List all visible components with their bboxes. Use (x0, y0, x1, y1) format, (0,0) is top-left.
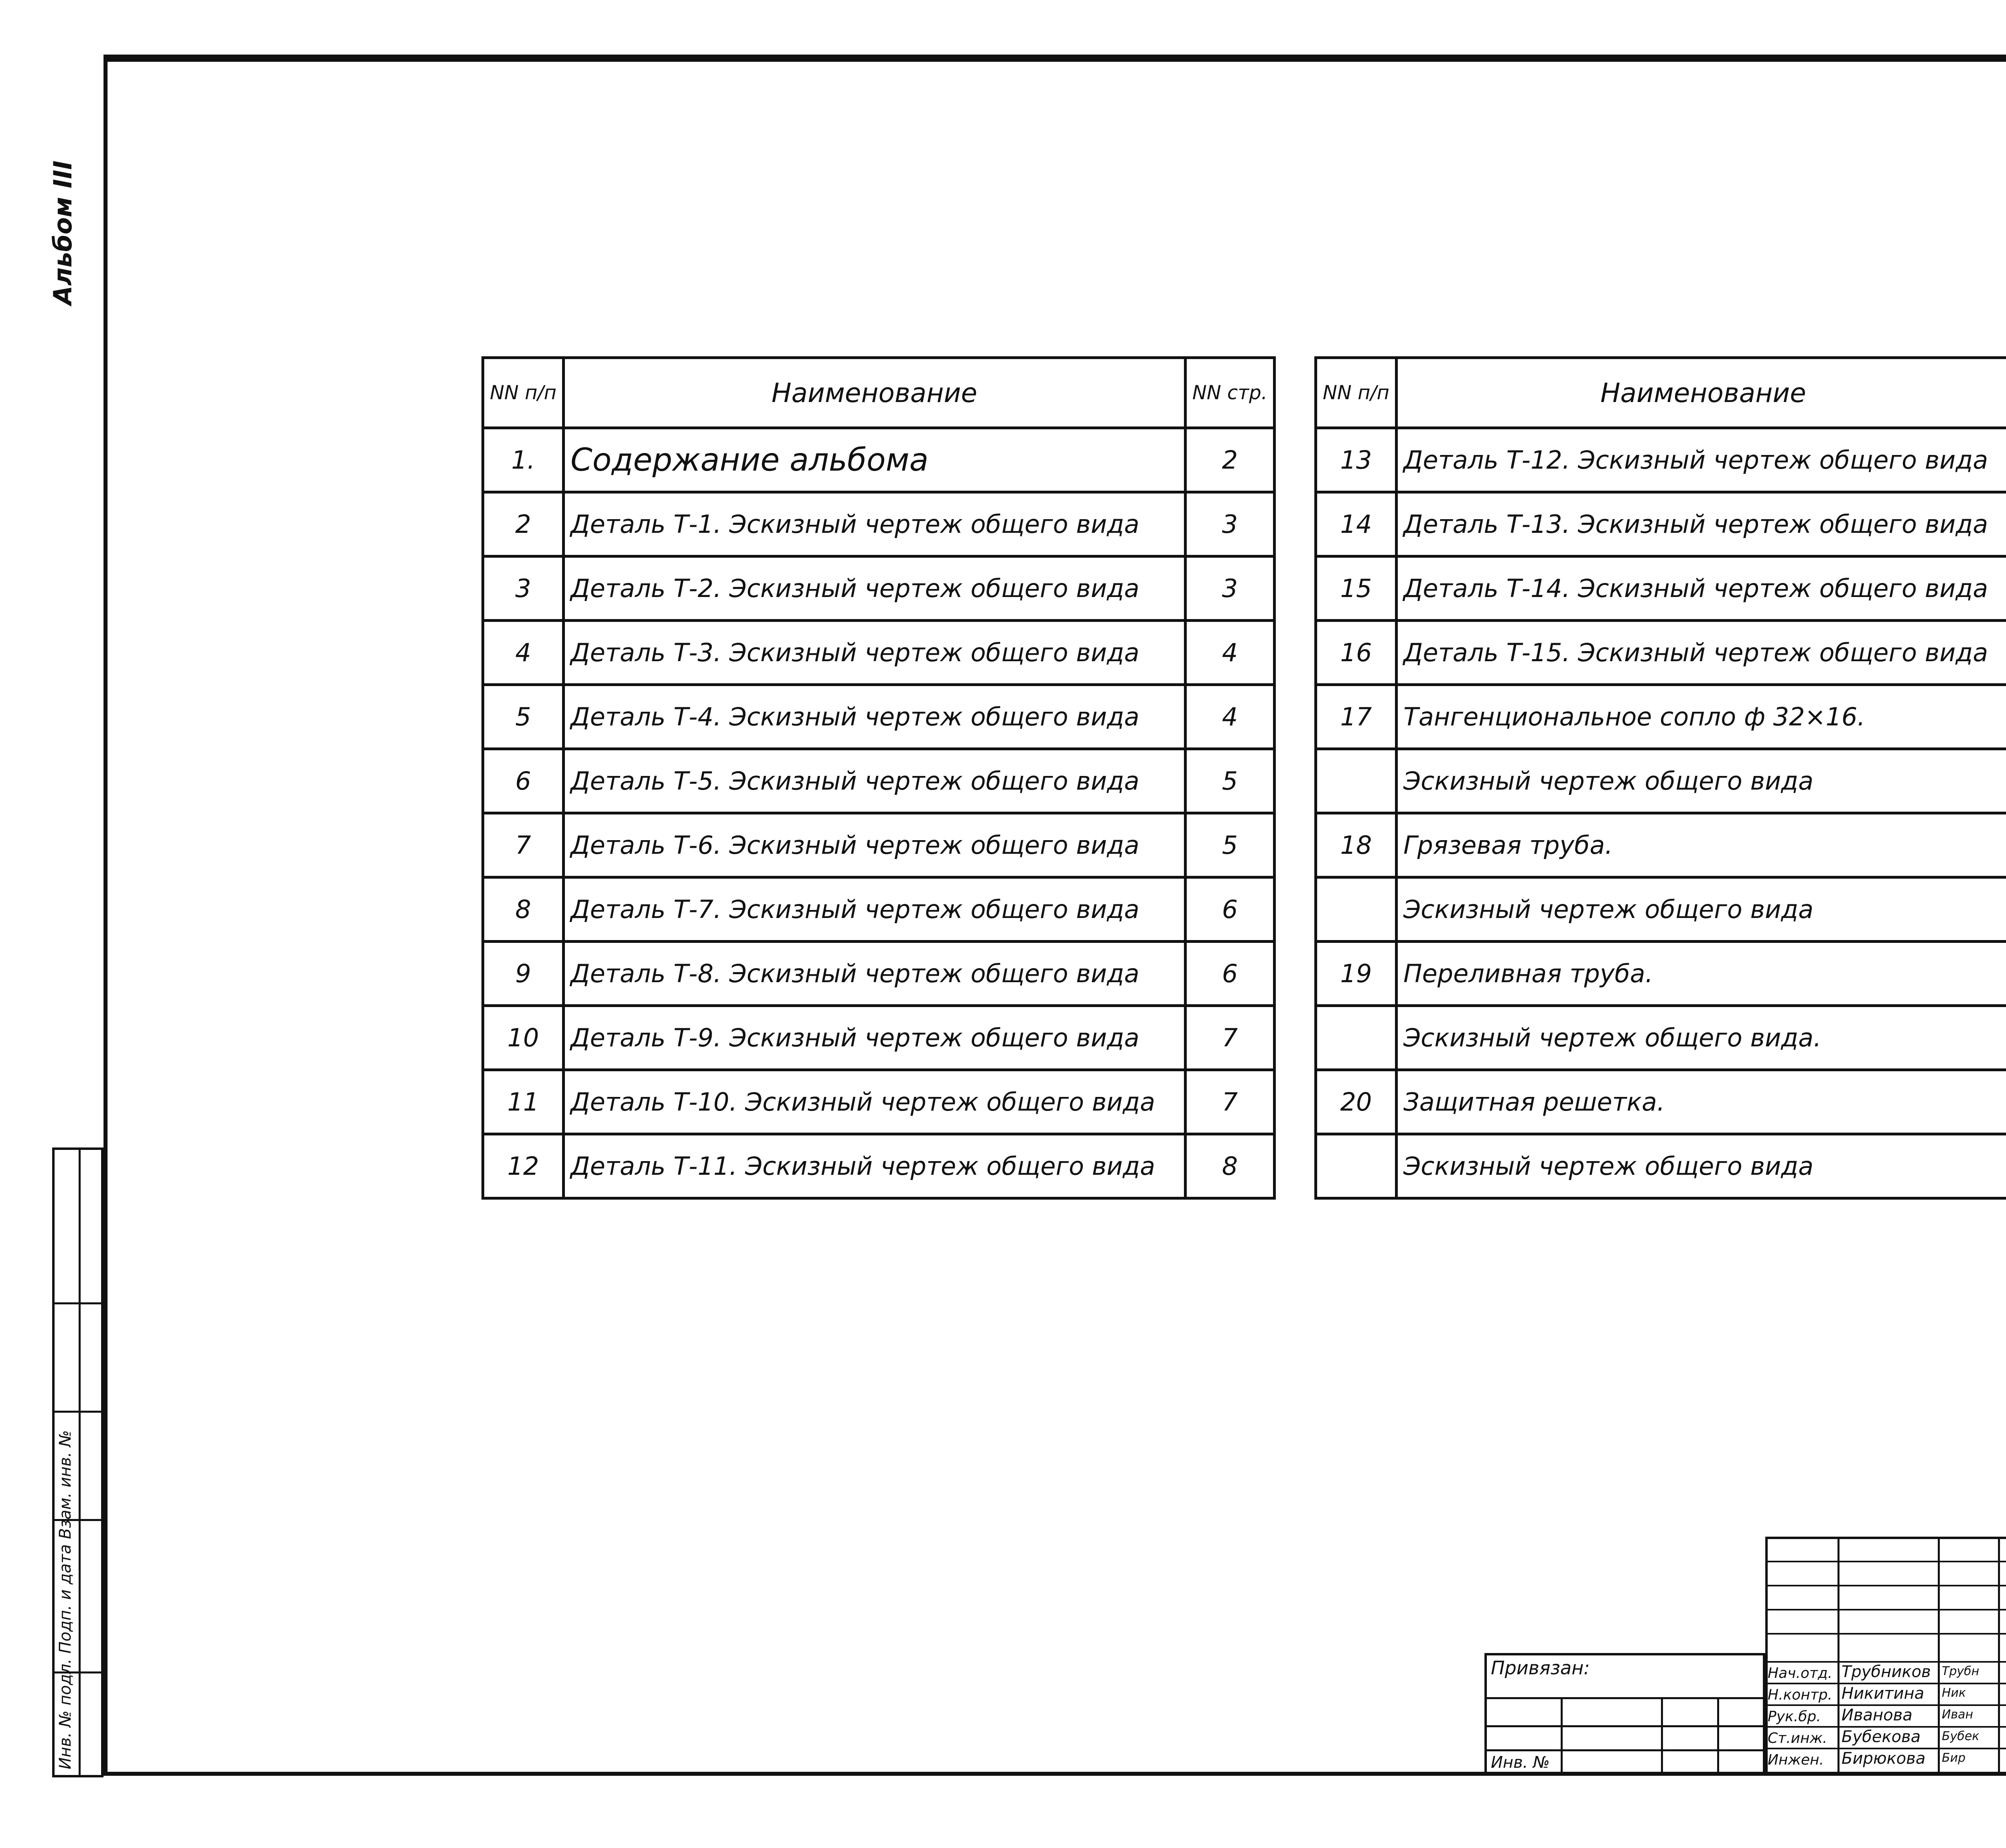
row-num: 3 (483, 556, 564, 621)
table-row (483, 942, 1275, 1006)
sign-role: Н.контр. (1768, 1687, 1833, 1703)
table-row (1316, 1134, 2006, 1198)
table-row (483, 428, 1275, 492)
row-name: Деталь Т-11. Эскизный чертеж общего вида (564, 1134, 1186, 1198)
row-num (1316, 1134, 1397, 1198)
row-page: 2 (1185, 428, 1274, 492)
row-name: Эскизный чертеж общего вида (1397, 1134, 2006, 1198)
sign-name: Бубекова (1842, 1728, 1921, 1746)
row-name: Деталь Т-7. Эскизный чертеж общего вида (564, 877, 1186, 942)
row-name: Переливная труба. (1397, 942, 2006, 1006)
sign-role: Рук.бр. (1768, 1708, 1821, 1725)
rule (1765, 1585, 2006, 1586)
row-page: 3 (1185, 556, 1274, 621)
contents-table-left (481, 356, 1276, 1200)
table-row (483, 621, 1275, 685)
row-name: Деталь Т-8. Эскизный чертеж общего вида (564, 942, 1186, 1006)
row-num: 6 (483, 749, 564, 813)
table-row (1316, 621, 2006, 685)
table-row (483, 1006, 1275, 1070)
sign-name: Бирюкова (1842, 1749, 1926, 1768)
sign-signature: Бир (1942, 1751, 1966, 1765)
row-name: Деталь Т-5. Эскизный чертеж общего вида (564, 749, 1186, 813)
row-name: Деталь Т-14. Эскизный чертеж общего вида (1397, 556, 2006, 621)
binding-strip-text: Инв. № подл. Подп. и дата Взам. инв. № (56, 1430, 75, 1769)
row-page: 3 (1185, 492, 1274, 556)
rule (1998, 1537, 2000, 1776)
rule (1484, 1697, 1765, 1699)
title-block (1484, 1537, 2006, 1776)
inv-label: Инв. № (1491, 1753, 1550, 1772)
header-name: Наименование (1397, 358, 2006, 428)
row-page: 7 (1185, 1070, 1274, 1134)
header-num: NN п/п (483, 358, 564, 428)
rule (1765, 1561, 2006, 1562)
table-row (1316, 942, 2006, 1006)
table-row (1316, 492, 2006, 556)
contents-table-right (1314, 356, 2006, 1200)
row-name: Деталь Т-15. Эскизный чертеж общего вида (1397, 621, 2006, 685)
header-num: NN п/п (1316, 358, 1397, 428)
row-num: 19 (1316, 942, 1397, 1006)
table-row (483, 1070, 1275, 1134)
row-num: 14 (1316, 492, 1397, 556)
row-page: 8 (1185, 1134, 1274, 1198)
row-num: 11 (483, 1070, 564, 1134)
tied-label: Привязан: (1491, 1657, 1590, 1679)
row-num (1316, 1006, 1397, 1070)
table-row (483, 813, 1275, 877)
sign-name: Трубников (1842, 1663, 1931, 1681)
row-name: Деталь Т-2. Эскизный чертеж общего вида (564, 556, 1186, 621)
row-page: 4 (1185, 621, 1274, 685)
row-name: Деталь Т-9. Эскизный чертеж общего вида (564, 1006, 1186, 1070)
table-row (1316, 556, 2006, 621)
album-label: Альбом III (48, 160, 77, 305)
table-row (1316, 1070, 2006, 1134)
row-page: 5 (1185, 813, 1274, 877)
row-num: 1. (483, 428, 564, 492)
row-name: Деталь Т-10. Эскизный чертеж общего вида (564, 1070, 1186, 1134)
rule (1765, 1609, 2006, 1610)
sign-role: Ст.инж. (1768, 1730, 1827, 1746)
rule (1484, 1725, 1765, 1727)
row-num: 17 (1316, 685, 1397, 749)
sign-name: Иванова (1842, 1706, 1913, 1724)
sign-name: Никитина (1842, 1684, 1925, 1703)
row-name: Деталь Т-6. Эскизный чертеж общего вида (564, 813, 1186, 877)
sign-role: Нач.отд. (1768, 1665, 1833, 1681)
row-name: Тангенциональное сопло ф 32×16. (1397, 685, 2006, 749)
table-row (1316, 749, 2006, 813)
rule (1837, 1537, 1840, 1776)
row-name: Деталь Т-4. Эскизный чертеж общего вида (564, 685, 1186, 749)
sign-signature: Трубн (1942, 1664, 1980, 1678)
row-num: 13 (1316, 428, 1397, 492)
row-page: 4 (1185, 685, 1274, 749)
table-row (483, 492, 1275, 556)
row-name: Защитная решетка. (1397, 1070, 2006, 1134)
sign-signature: Бубек (1942, 1729, 1980, 1743)
table-row (1316, 1006, 2006, 1070)
row-num: 12 (483, 1134, 564, 1198)
strip-line (55, 1411, 101, 1413)
row-page: 7 (1185, 1006, 1274, 1070)
row-num: 10 (483, 1006, 564, 1070)
rule (1661, 1697, 1663, 1776)
row-name: Эскизный чертеж общего вида (1397, 749, 2006, 813)
table-row (1316, 877, 2006, 942)
row-name: Деталь Т-13. Эскизный чертеж общего вида (1397, 492, 2006, 556)
table-header-row (483, 358, 1275, 428)
row-name: Деталь Т-3. Эскизный чертеж общего вида (564, 621, 1186, 685)
table-row (1316, 813, 2006, 877)
table-row (1316, 685, 2006, 749)
row-num: 7 (483, 813, 564, 877)
table-row (1316, 428, 2006, 492)
row-num: 2 (483, 492, 564, 556)
sign-signature: Ник (1942, 1686, 1966, 1700)
row-page: 6 (1185, 942, 1274, 1006)
row-page: 5 (1185, 749, 1274, 813)
row-num: 4 (483, 621, 564, 685)
row-num: 16 (1316, 621, 1397, 685)
header-page: NN стр. (1185, 358, 1274, 428)
row-name: Эскизный чертеж общего вида (1397, 877, 2006, 942)
table-row (483, 685, 1275, 749)
row-name: Эскизный чертеж общего вида. (1397, 1006, 2006, 1070)
row-num: 15 (1316, 556, 1397, 621)
strip-divider (79, 1150, 81, 1775)
row-num: 8 (483, 877, 564, 942)
table-row (483, 1134, 1275, 1198)
row-name: Грязевая труба. (1397, 813, 2006, 877)
row-num: 5 (483, 685, 564, 749)
row-page: 6 (1185, 877, 1274, 942)
table-row (483, 749, 1275, 813)
rule (1765, 1633, 2006, 1635)
rule (1938, 1537, 1940, 1776)
row-name: Содержание альбома (564, 428, 1186, 492)
rule (1717, 1697, 1719, 1776)
sign-signature: Иван (1942, 1708, 1974, 1722)
row-name: Деталь Т-12. Эскизный чертеж общего вида (1397, 428, 2006, 492)
strip-line (55, 1302, 101, 1304)
row-num (1316, 877, 1397, 942)
row-num: 18 (1316, 813, 1397, 877)
table-row (483, 877, 1275, 942)
table-row (483, 556, 1275, 621)
row-num: 20 (1316, 1070, 1397, 1134)
sign-role: Инжен. (1768, 1752, 1824, 1768)
row-num: 9 (483, 942, 564, 1006)
rule (1561, 1697, 1563, 1776)
rule (1484, 1749, 1765, 1751)
row-num (1316, 749, 1397, 813)
row-name: Деталь Т-1. Эскизный чертеж общего вида (564, 492, 1186, 556)
table-header-row (1316, 358, 2006, 428)
header-name: Наименование (564, 358, 1186, 428)
